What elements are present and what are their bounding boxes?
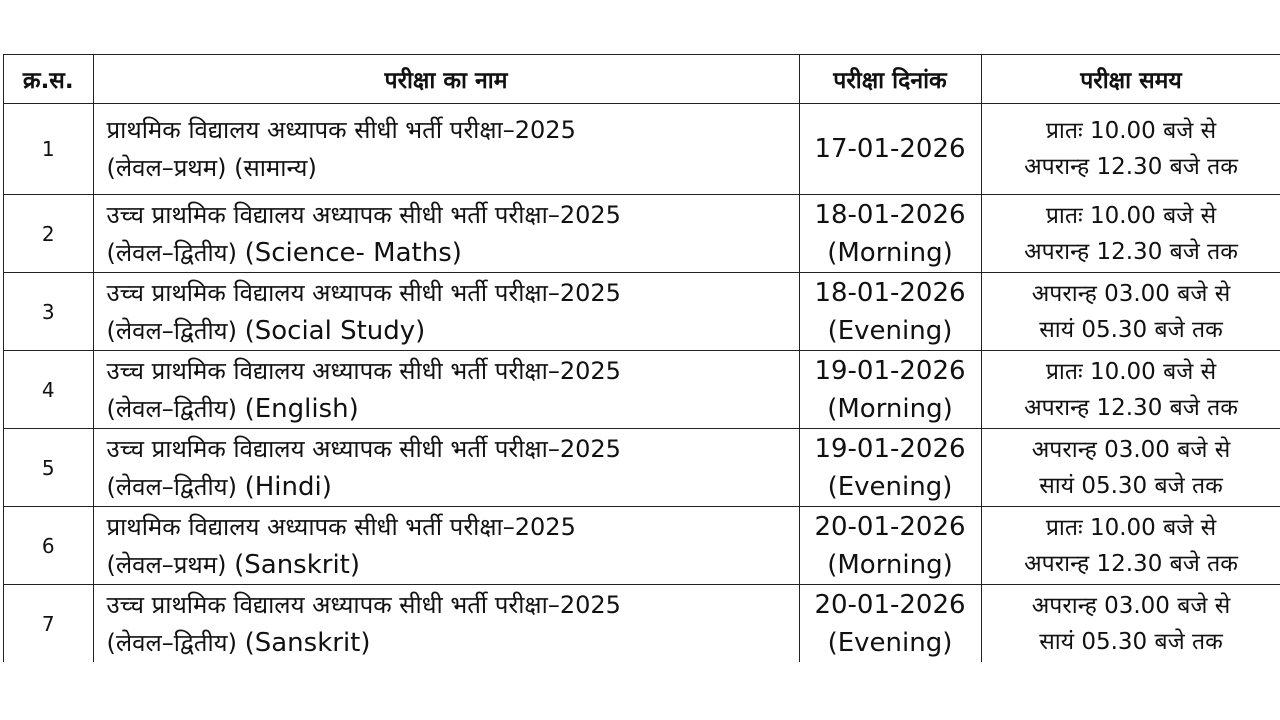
table-row: [4, 273, 1280, 351]
serial-number: 7: [4, 585, 93, 663]
exam-time: [981, 273, 1280, 351]
header-exam-date: परीक्षा दिनांक: [799, 55, 981, 104]
serial-number: 3: [4, 273, 93, 351]
serial-number: 1: [4, 104, 93, 195]
exam-name: [93, 585, 799, 663]
exam-date: [799, 273, 981, 351]
exam-title: प्राथमिक विद्यालय अध्यापक सीधी भर्ती परीक्षा–2025: [106, 512, 576, 541]
exam-name: [93, 351, 799, 429]
exam-time-start: अपरान्ह 03.00 बजे से: [1031, 280, 1231, 307]
exam-shift: (Evening): [827, 315, 953, 346]
exam-level: (लेवल–प्रथम): [106, 154, 227, 182]
exam-level: (लेवल–द्वितीय): [106, 316, 237, 345]
exam-shift: (Evening): [827, 628, 953, 658]
exam-schedule-table: [4, 55, 1280, 662]
exam-date-value: 19-01-2026: [814, 355, 966, 386]
exam-shift: (Evening): [827, 471, 953, 502]
exam-time: [981, 195, 1280, 273]
exam-date-value: 20-01-2026: [814, 511, 966, 542]
exam-name: [93, 507, 799, 585]
exam-time: [981, 104, 1280, 195]
exam-title: उच्च प्राथमिक विद्यालय अध्यापक सीधी भर्ती परीक्षा–2025: [106, 278, 621, 307]
exam-shift: (Morning): [827, 549, 953, 580]
exam-level: (लेवल–द्वितीय): [106, 472, 237, 501]
exam-title: उच्च प्राथमिक विद्यालय अध्यापक सीधी भर्ती परीक्षा–2025: [106, 200, 621, 229]
exam-title: प्राथमिक विद्यालय अध्यापक सीधी भर्ती परीक्षा–2025: [106, 116, 576, 144]
header-serial-number: क्र.स.: [4, 55, 93, 104]
exam-date-value: 19-01-2026: [814, 433, 966, 464]
exam-name: [93, 273, 799, 351]
exam-level: (लेवल–प्रथम): [106, 550, 227, 579]
table-row: [4, 585, 1280, 663]
exam-time-start: प्रातः 10.00 बजे से: [1045, 118, 1217, 144]
exam-time-start: अपरान्ह 03.00 बजे से: [1031, 593, 1231, 619]
exam-subject: (सामान्य): [234, 154, 317, 182]
exam-time-start: अपरान्ह 03.00 बजे से: [1031, 436, 1231, 463]
serial-number: 4: [4, 351, 93, 429]
exam-subject: (Science- Maths): [244, 237, 462, 268]
exam-time: [981, 507, 1280, 585]
exam-time-start: प्रातः 10.00 बजे से: [1045, 514, 1217, 541]
exam-name: [93, 429, 799, 507]
exam-time-end: सायं 05.30 बजे तक: [1039, 629, 1223, 655]
exam-subject: (Sanskrit): [234, 549, 361, 580]
exam-time: [981, 351, 1280, 429]
exam-time-start: प्रातः 10.00 बजे से: [1045, 202, 1217, 229]
exam-subject: (Social Study): [244, 315, 426, 346]
exam-time-end: अपरान्ह 12.30 बजे तक: [1024, 550, 1238, 577]
exam-time: [981, 585, 1280, 663]
table-header-row: [4, 55, 1280, 104]
exam-date: [799, 585, 981, 663]
exam-time: [981, 429, 1280, 507]
exam-date: [799, 507, 981, 585]
exam-level: (लेवल–द्वितीय): [106, 629, 237, 657]
header-exam-name: परीक्षा का नाम: [93, 55, 799, 104]
table-row: [4, 429, 1280, 507]
exam-time-end: सायं 05.30 बजे तक: [1039, 472, 1223, 499]
exam-title: उच्च प्राथमिक विद्यालय अध्यापक सीधी भर्ती परीक्षा–2025: [106, 356, 621, 385]
exam-time-end: अपरान्ह 12.30 बजे तक: [1024, 394, 1238, 421]
exam-date: [799, 429, 981, 507]
exam-date-value: 18-01-2026: [814, 277, 966, 308]
serial-number: 2: [4, 195, 93, 273]
exam-time-end: अपरान्ह 12.30 बजे तक: [1024, 154, 1238, 180]
exam-subject: (Hindi): [244, 471, 332, 502]
exam-name: [93, 104, 799, 195]
exam-shift: (Morning): [827, 237, 953, 268]
exam-level: (लेवल–द्वितीय): [106, 238, 237, 267]
exam-subject: (English): [244, 393, 359, 424]
table-row: [4, 195, 1280, 273]
serial-number: 5: [4, 429, 93, 507]
exam-level: (लेवल–द्वितीय): [106, 394, 237, 423]
exam-shift: (Morning): [827, 393, 953, 424]
table-row: [4, 351, 1280, 429]
header-exam-time: परीक्षा समय: [981, 55, 1280, 104]
exam-title: उच्च प्राथमिक विद्यालय अध्यापक सीधी भर्ती परीक्षा–2025: [106, 434, 621, 463]
exam-date-value: 20-01-2026: [814, 590, 966, 620]
exam-schedule-table-container: [3, 54, 1280, 662]
serial-number: 6: [4, 507, 93, 585]
exam-date: [799, 351, 981, 429]
table-row: [4, 104, 1280, 195]
exam-date: [799, 195, 981, 273]
exam-time-end: सायं 05.30 बजे तक: [1039, 316, 1223, 343]
exam-date: [799, 104, 981, 195]
exam-date-value: 18-01-2026: [814, 199, 966, 230]
table-row: [4, 507, 1280, 585]
exam-time-start: प्रातः 10.00 बजे से: [1045, 358, 1217, 385]
exam-subject: (Sanskrit): [244, 628, 371, 658]
exam-date-value: 17-01-2026: [814, 134, 966, 164]
exam-time-end: अपरान्ह 12.30 बजे तक: [1024, 238, 1238, 265]
exam-name: [93, 195, 799, 273]
exam-title: उच्च प्राथमिक विद्यालय अध्यापक सीधी भर्ती परीक्षा–2025: [106, 591, 621, 619]
